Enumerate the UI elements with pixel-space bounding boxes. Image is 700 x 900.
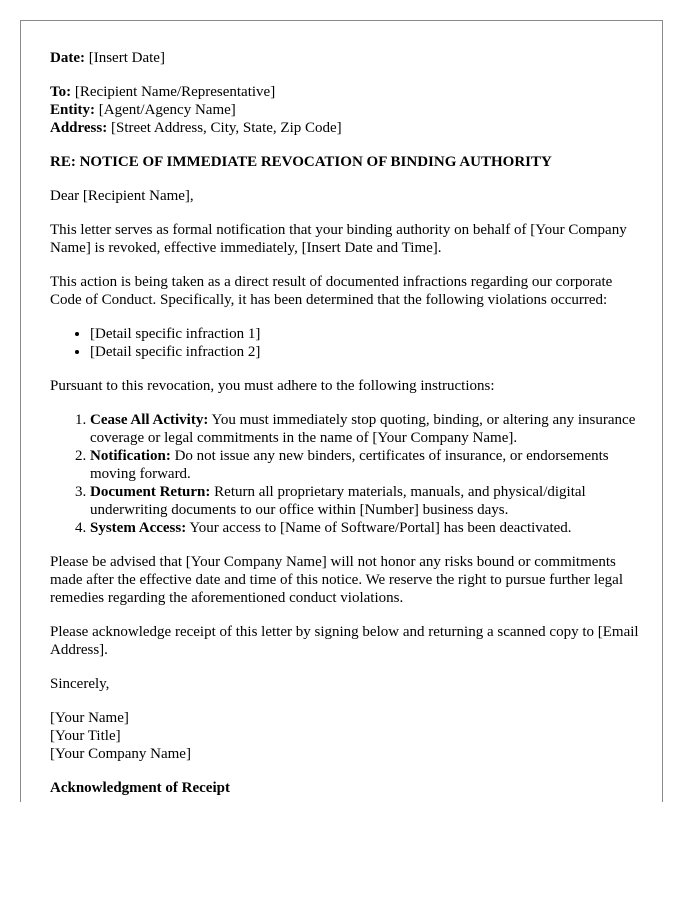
paragraph-reason: This action is being taken as a direct result of documented infractions regarding our corporate Code of Conduct. Specifically, it has been determined that the following violations occurred:	[50, 274, 613, 308]
instruction-title: Document Return:	[90, 484, 211, 500]
instruction-text: Return all proprietary materials, manuals, and physical/digital underwriting documents to our office within [Number] business days.	[90, 484, 586, 518]
signature-title: [Your Title]	[50, 728, 121, 744]
instruction-text: Your access to [Name of Software/Portal] has been deactivated.	[186, 520, 572, 536]
entity-label: Entity:	[50, 102, 95, 118]
subject-line: RE: NOTICE OF IMMEDIATE REVOCATION OF BINDING AUTHORITY	[50, 154, 552, 170]
infraction-item: • [Detail specific infraction 1]	[90, 325, 640, 343]
salutation: Dear [Recipient Name],	[50, 188, 194, 204]
instruction-title: System Access:	[90, 520, 187, 536]
instruction-item	[90, 447, 640, 483]
instruction-text: You must immediately stop quoting, binding, or altering any insurance coverage or legal commitments in the name of [Your Company Name].	[90, 412, 636, 446]
to-line	[50, 83, 640, 101]
acknowledgment-heading: Acknowledgment of Receipt	[50, 780, 230, 796]
instruction-item	[90, 519, 640, 537]
letter-page	[20, 20, 663, 802]
paragraph-notification: This letter serves as formal notification that your binding authority on behalf of [Your Company Name] is revoked, effective immediately, [Insert Date and Time].	[50, 222, 627, 256]
infraction-list	[50, 325, 640, 361]
instruction-item	[90, 411, 640, 447]
instruction-item	[90, 483, 640, 519]
to-value: [Recipient Name/Representative]	[74, 84, 276, 100]
instruction-text: Do not issue any new binders, certificates of insurance, or endorsements moving forward.	[90, 448, 609, 482]
date-block	[50, 49, 640, 67]
date-value: [Insert Date]	[88, 50, 165, 66]
signature-block	[50, 709, 640, 763]
entity-line	[50, 101, 640, 119]
infraction-item: • [Detail specific infraction 2]	[90, 343, 640, 361]
to-label: To:	[50, 84, 72, 100]
closing: Sincerely,	[50, 676, 110, 692]
signature-company: [Your Company Name]	[50, 746, 191, 762]
entity-value: [Agent/Agency Name]	[98, 102, 236, 118]
address-label: Address:	[50, 120, 108, 136]
signature-name: [Your Name]	[50, 710, 129, 726]
paragraph-instructions-intro: Pursuant to this revocation, you must adhere to the following instructions:	[50, 378, 495, 394]
instruction-list	[50, 411, 640, 537]
letter-body	[50, 49, 640, 797]
date-line	[50, 49, 640, 67]
paragraph-acknowledge: Please acknowledge receipt of this letter by signing below and returning a scanned copy to [Email Address].	[50, 624, 639, 658]
instruction-title: Cease All Activity:	[90, 412, 209, 428]
instruction-title: Notification:	[90, 448, 171, 464]
paragraph-advisory: Please be advised that [Your Company Name] will not honor any risks bound or commitments made after the effective date and time of this notice. We reserve the right to pursue further legal remedies regarding the aforementioned conduct violations.	[50, 554, 624, 606]
address-line	[50, 119, 640, 137]
recipient-block	[50, 83, 640, 137]
date-label: Date:	[50, 50, 85, 66]
address-value: [Street Address, City, State, Zip Code]	[110, 120, 342, 136]
